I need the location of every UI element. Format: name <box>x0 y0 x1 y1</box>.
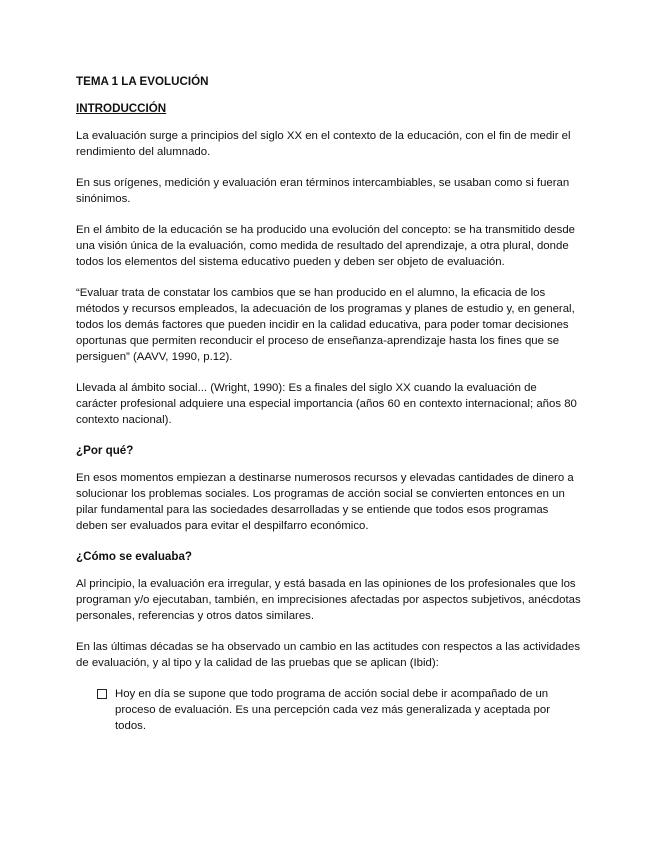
quote-paragraph: “Evaluar trata de constatar los cambios que se han producido en el alumno, la eficacia de los métodos y recursos empleados, la adecuación de los programas y planes de estudio y, en general, todos los demás factores que pueden incidir en la calidad educativa, para poder tomar decisiones oportunas que permiten reconducir el proceso de enseñanza-aprendizaje hasta los fines que se persiguen” (AAVV, 1990, p.12). <box>76 287 575 363</box>
checkbox-icon <box>97 689 107 699</box>
paragraph: En sus orígenes, medición y evaluación eran términos intercambiables, se usaban como si fueran sinónimos. <box>76 177 570 205</box>
paragraph: La evaluación surge a principios del siglo XX en el contexto de la educación, con el fin de medir el rendimiento del alumnado. <box>76 130 571 158</box>
document-body <box>76 74 581 734</box>
paragraph: En esos momentos empiezan a destinarse numerosos recursos y elevadas cantidades de dinero a solucionar los problemas sociales. Los programas de acción social se convierten entonces en un pilar fundamental para las sociedades desarrolladas y se entiende que todos esos programas deben ser evaluados para evitar el despilfarro económico. <box>76 472 574 532</box>
section-heading-como-se-evaluaba: ¿Cómo se evaluaba? <box>76 550 192 563</box>
section-heading-introduccion: INTRODUCCIÓN <box>76 102 167 115</box>
paragraph: Al principio, la evaluación era irregular, y está basada en las opiniones de los profesionales que los programan y/o ejecutaban, también, en imprecisiones afectadas por aspectos subjetivos, anécdotas personales, referencias y otros datos similares. <box>76 578 581 622</box>
paragraph: En las últimas décadas se ha observado un cambio en las actitudes con respectos a las actividades de evaluación, y al tipo y la calidad de las pruebas que se aplican (Ibid): <box>76 641 581 669</box>
paragraph: Llevada al ámbito social... (Wright, 1990): Es a finales del siglo XX cuando la evaluación de carácter profesional adquiere una especial importancia (años 60 en contexto internacional; años 80 contexto nacional). <box>76 382 577 426</box>
paragraph: En el ámbito de la educación se ha producido una evolución del concepto: se ha transmitido desde una visión única de la evaluación, como medida de resultado del aprendizaje, a otra plural, donde todos los elementos del sistema educativo pueden y deben ser objeto de evaluación. <box>76 224 575 268</box>
bullet-text: Hoy en día se supone que todo programa de acción social debe ir acompañado de un proceso de evaluación. Es una percepción cada vez más generalizada y aceptada por todos. <box>115 688 551 732</box>
document-title: TEMA 1 LA EVOLUCIÓN <box>76 75 209 88</box>
section-heading-por-que: ¿Por qué? <box>76 444 134 457</box>
bullet-item <box>97 686 581 734</box>
